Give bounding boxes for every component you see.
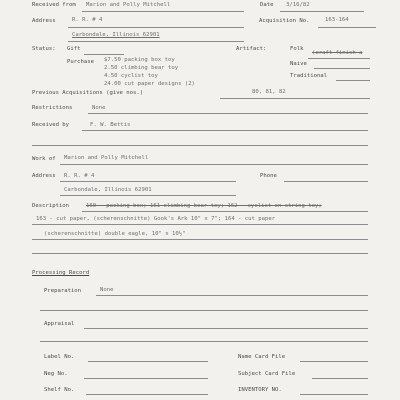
purchase-item-2: 2.50 climbing bear toy [104,65,179,71]
preparation-line [96,295,368,296]
inventory-no-line [300,394,368,395]
shelf-no-label: Shelf No. [44,387,75,393]
neg-no-line [84,378,208,379]
processing-record-heading: Processing Record [32,270,90,276]
description-rule-3 [32,239,368,240]
appraisal-label: Appraisal [44,321,75,327]
purchase-item-4: 24.00 cut paper designs (2) [104,81,195,87]
previous-acquisitions-value: 80, 81, 82 [252,89,286,95]
work-of-value: Marion and Polly Mitchell [64,155,149,161]
acquisition-no-label: Acquisition No. [259,18,310,24]
description-rule-2 [32,224,368,225]
status-label: Status: [32,46,56,52]
work-of-line [60,164,368,165]
folk-line [308,58,370,59]
purchase-item-3: 4.50 cyclist toy [104,73,158,79]
description-line3: (scherenschnitte) double eagle, 10" x 10½" [44,231,186,237]
address-line2: Carbondale, Illinois 62901 [72,32,160,38]
date-label: Date [260,2,274,8]
received-from-line [82,11,244,12]
phone-label: Phone [260,173,277,179]
description-label: Description [32,203,70,209]
work-address-line2-rule [60,195,236,196]
description-rule-1 [82,211,368,212]
date-value: 3/16/82 [286,2,310,8]
naive-line [314,68,370,69]
blank-line-1 [32,145,368,146]
subject-card-file-line [312,378,368,379]
status-purchase: Purchase [67,59,94,65]
acquisition-no-line [318,27,376,28]
artifact-folk-value: (craft finish a [312,50,363,56]
date-line [280,11,364,12]
received-by-line [82,130,368,131]
appraisal-line [84,328,368,329]
phone-line [284,181,368,182]
address-label: Address [32,18,56,24]
artifact-folk: Folk [290,46,304,52]
address-line2-rule [68,41,244,42]
acquisition-no-value: 163-164 [325,17,349,23]
address-line1: R. R. # 4 [72,17,103,23]
gift-line [84,54,124,55]
received-by-value: F. W. Bettis [90,122,131,128]
label-no-line [88,361,208,362]
work-of-label: Work of [32,156,56,162]
description-line2: 163 - cut paper, (scherenschnitte) Gook's Ark 10" x 7"; 164 - cut paper [36,216,276,222]
status-gift: Gift [67,46,81,52]
work-address-line2: Carbondale, Illinois 62901 [64,187,152,193]
artifact-label: Artifact: [236,46,267,52]
received-from-value: Marion and Polly Mitchell [86,2,171,8]
work-address-line1-rule [60,181,236,182]
artifact-naive: Naive [290,61,307,67]
artifact-traditional: Traditional [290,73,328,79]
traditional-line [336,80,370,81]
purchase-item-1: $7.50 packing box toy [104,57,175,63]
appraisal-line-2 [40,341,368,342]
description-rule-4 [32,253,368,254]
preparation-line-2 [40,310,368,311]
shelf-no-line [86,394,208,395]
subject-card-file-label: Subject Card File [238,371,296,377]
inventory-no-label: INVENTORY NO. [238,387,282,393]
previous-acquisitions-line [220,98,370,99]
work-address-label: Address [32,173,56,179]
address-line1-rule [68,27,244,28]
neg-no-label: Neg No. [44,371,68,377]
preparation-value: None [100,287,114,293]
preparation-label: Preparation [44,288,82,294]
restrictions-line [88,113,368,114]
received-by-label: Received by [32,122,70,128]
received-from-label: Received from [32,2,76,8]
label-no-label: Label No. [44,354,75,360]
name-card-file-line [300,361,368,362]
description-line1: 160 - packing box; 161 climbing bear toy; 162 - cyclist on string toy; [86,203,322,209]
work-address-line1: R. R. # 4 [64,173,95,179]
previous-acquisitions-label: Previous Acquisitions (give nos.) [32,90,144,96]
restrictions-label: Restrictions [32,105,73,111]
restrictions-value: None [92,105,106,111]
name-card-file-label: Name Card File [238,354,286,360]
